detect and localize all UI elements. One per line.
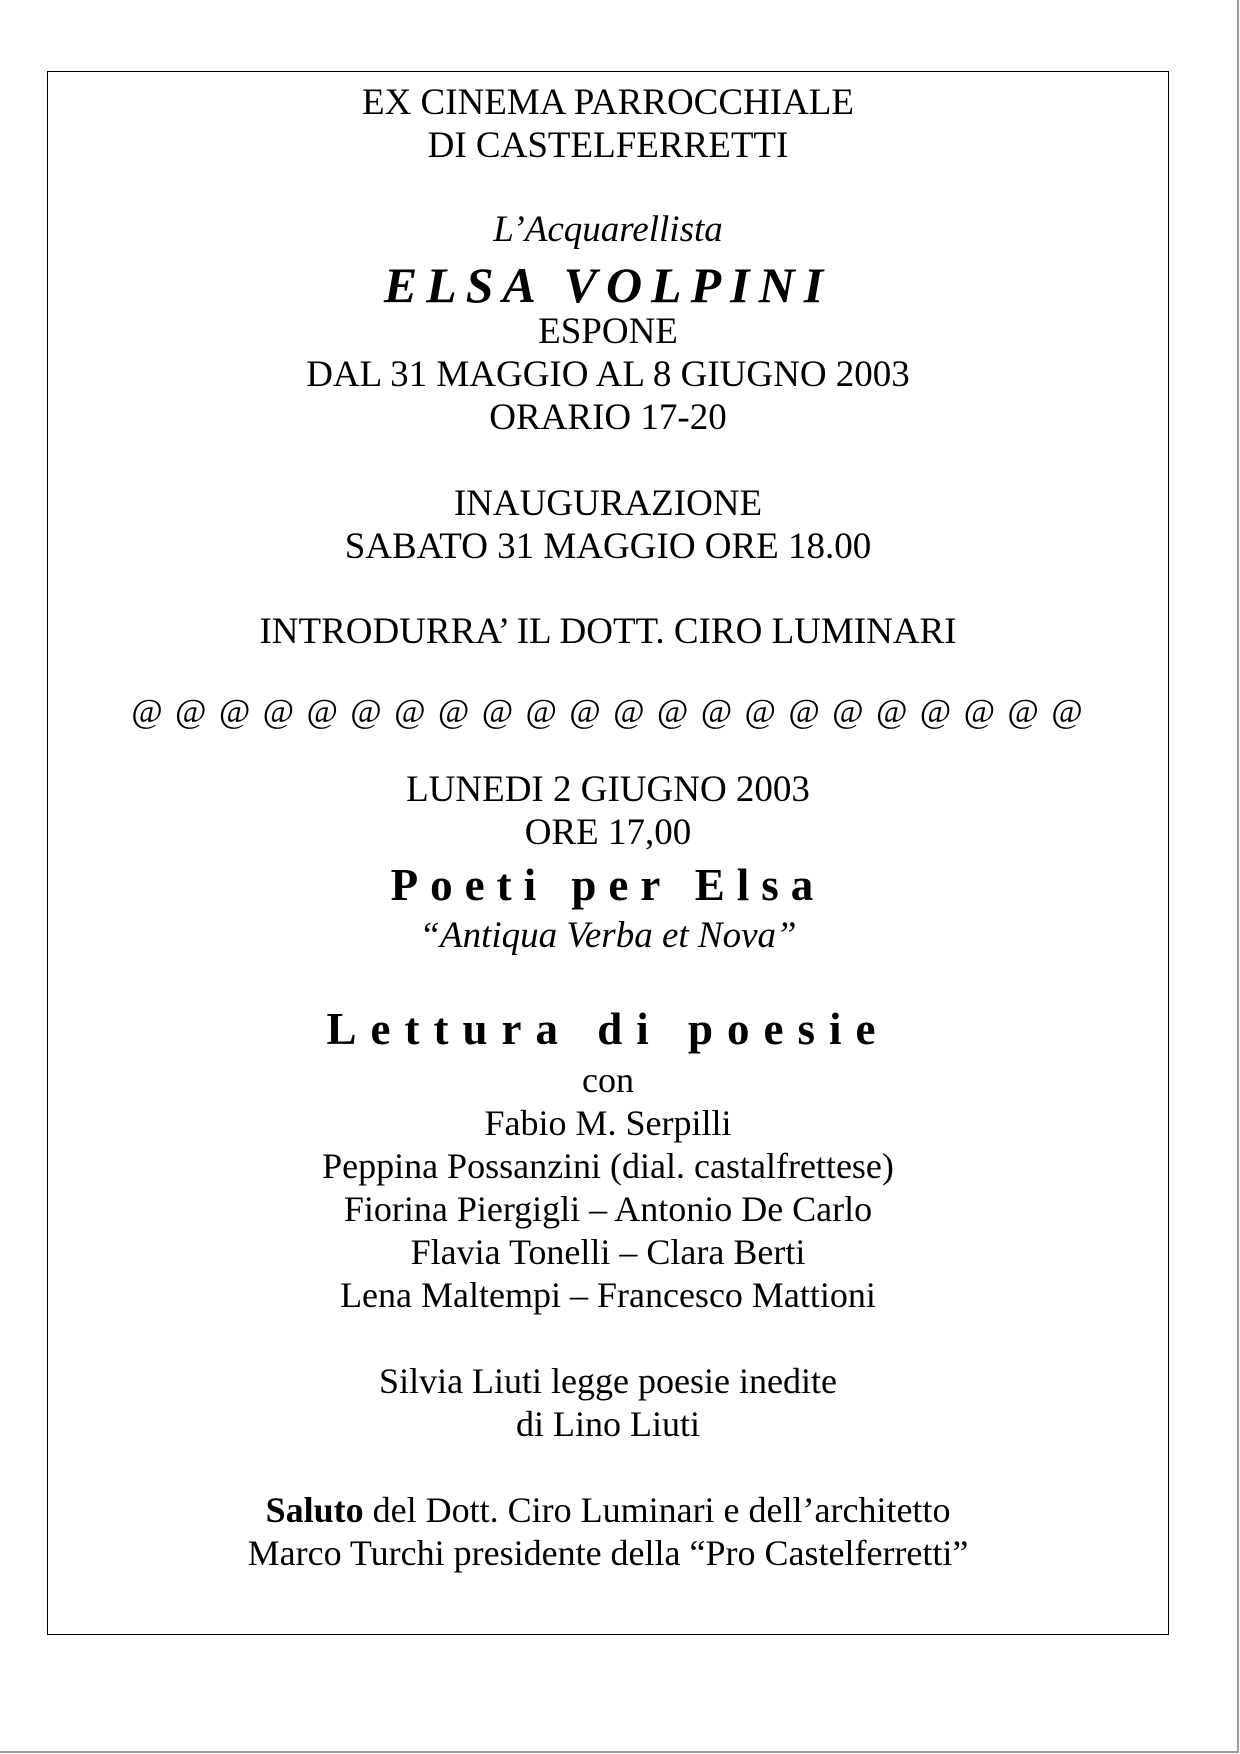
greeting-line-2: Marco Turchi presidente della “Pro Castelferretti” — [247, 1533, 969, 1573]
poet-line: Lena Maltempi – Francesco Mattioni — [340, 1275, 876, 1315]
greeting-line-1-rest: del Dott. Ciro Luminari e dell’architetto — [363, 1490, 951, 1530]
inauguration-title: INAUGURAZIONE — [453, 483, 763, 524]
flyer-frame — [47, 71, 1169, 1635]
introduction-line: INTRODURRA’ IL DOTT. CIRO LUMINARI — [259, 611, 957, 652]
exhibition-verb: ESPONE — [538, 311, 678, 352]
artist-name: ELSA VOLPINI — [383, 257, 833, 313]
poet-line: Fabio M. Serpilli — [484, 1103, 732, 1143]
poetry-event-time: ORE 17,00 — [524, 812, 692, 853]
poet-line: Peppina Possanzini (dial. castalfrettese) — [322, 1146, 894, 1186]
greeting-bold-word: Saluto — [265, 1490, 364, 1530]
greeting-line-1 — [48, 1492, 1168, 1528]
poetry-event-subtitle: “Antiqua Verba et Nova” — [419, 915, 797, 956]
reading-title: Lettura di poesie — [326, 1004, 890, 1054]
poet-line: Fiorina Piergigli – Antonio De Carlo — [343, 1189, 873, 1229]
venue-line-2: DI CASTELFERRETTI — [427, 125, 789, 166]
artist-role: L’Acquarellista — [493, 209, 723, 250]
venue-line-1: EX CINEMA PARROCCHIALE — [361, 82, 855, 123]
poetry-event-title: Poeti per Elsa — [390, 860, 826, 910]
at-sign-separator: @ @ @ @ @ @ @ @ @ @ @ @ @ @ @ @ @ @ @ @ @ @ — [131, 693, 1085, 730]
reading-with: con — [582, 1060, 634, 1100]
exhibition-dates: DAL 31 MAGGIO AL 8 GIUGNO 2003 — [306, 354, 910, 395]
poet-line: Flavia Tonelli – Clara Berti — [410, 1232, 806, 1272]
inauguration-when: SABATO 31 MAGGIO ORE 18.00 — [344, 526, 872, 567]
special-reading-line-2: di Lino Liuti — [516, 1404, 700, 1444]
exhibition-hours: ORARIO 17-20 — [489, 397, 727, 438]
poetry-event-date: LUNEDI 2 GIUGNO 2003 — [406, 769, 810, 810]
special-reading-line-1: Silvia Liuti legge poesie inedite — [379, 1361, 837, 1401]
